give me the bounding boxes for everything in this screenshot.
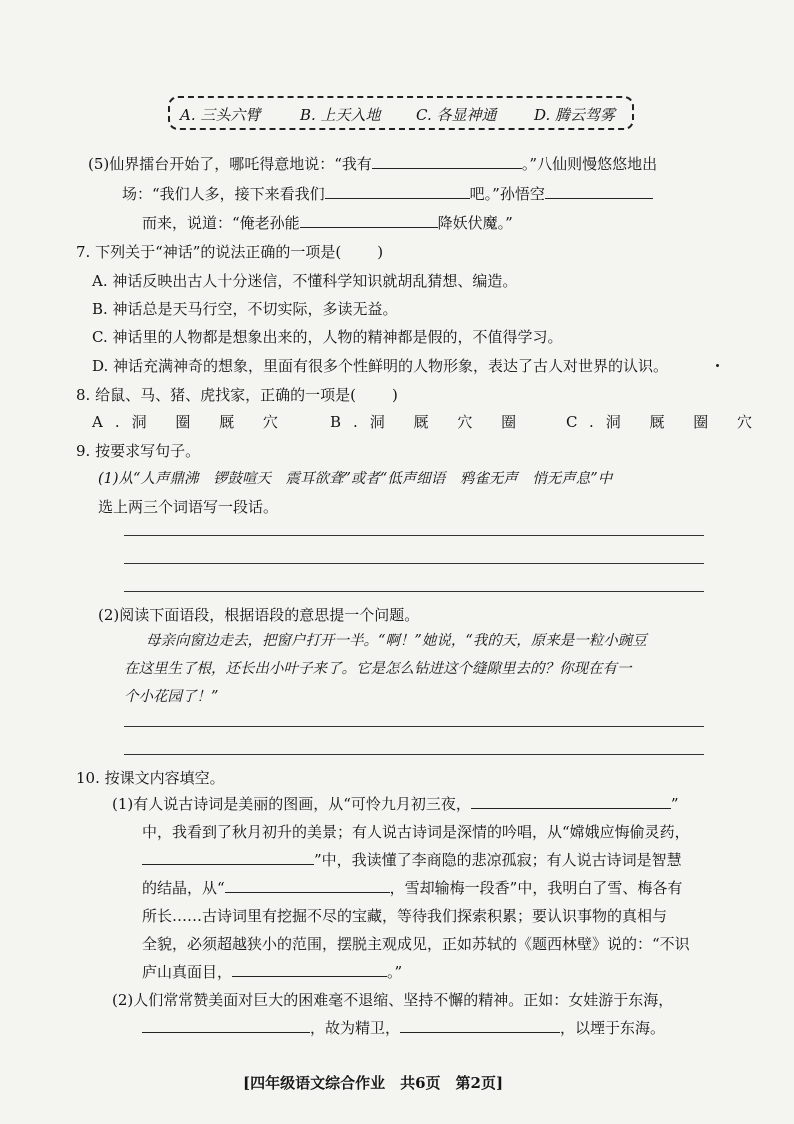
blank-q10-3[interactable] <box>225 878 390 893</box>
blank-q6-3[interactable] <box>545 184 653 199</box>
q9-p1-answer-line-1[interactable] <box>124 535 704 536</box>
q9-p2-text-line2: 在这里生了根，还长出小叶子来了。它是怎么钻进这个缝隙里去的？你现在有一 <box>124 661 632 677</box>
q10-p1-line7-b: 。” <box>387 963 403 981</box>
blank-q10-2[interactable] <box>142 850 314 865</box>
q10-p1-line1 <box>112 794 679 814</box>
q9-p2-answer-line-1[interactable] <box>124 726 704 727</box>
q7-option-a[interactable]: A. 神话反映出古人十分迷信，不懂科学知识就胡乱猜想、编造。 <box>92 272 518 290</box>
blank-q10-4[interactable] <box>232 962 387 977</box>
q6-option-b[interactable]: B. 上天入地 <box>300 106 381 124</box>
q10-p1-line1-a: (1)有人说古诗词是美丽的图画，从“可怜九月初三夜， <box>112 795 471 813</box>
q6-p5-line2-a: 场：“我们人多，接下来看我们 <box>122 185 325 203</box>
q10-p1-line4-b: ，雪却输梅一段香”中，我明白了雪、梅各有 <box>389 879 683 897</box>
q9-p2-stem: (2)阅读下面语段，根据语段的意思提一个问题。 <box>98 606 420 624</box>
q7-stem <box>76 242 383 262</box>
q9-p2-text-line1: 母亲向窗边走去，把窗户打开一半。“啊！”她说，“我的天，原来是一粒小豌豆 <box>146 633 647 649</box>
q10-p1-line2: 中，我看到了秋月初升的美景；有人说古诗词是深情的吟唱，从“嫦娥应悔偷灵药， <box>142 823 690 841</box>
q10-p1-line6: 全貌，必须超越狭小的范围，摆脱主观成见，正如苏轼的《题西林壁》说的：“不识 <box>142 935 690 953</box>
blank-q6-2[interactable] <box>325 184 470 199</box>
q8-option-a[interactable]: A.洞 圈 厩 穴 <box>92 413 290 431</box>
blank-q10-6[interactable] <box>400 1018 560 1033</box>
q10-p2-line2-b: ，故为精卫， <box>310 1019 401 1037</box>
q9-p1-answer-line-2[interactable] <box>124 563 704 564</box>
q9-p1-line1: (1)从“人声鼎沸 锣鼓喧天 震耳欲聋”或者“低声细语 鸦雀无声 悄无声息”中 <box>98 471 613 487</box>
q10-p1-line4 <box>142 878 682 898</box>
q8-option-c[interactable]: C.洞 厩 圈 穴 <box>566 413 765 431</box>
q10-p1-line7-a: 庐山真面目， <box>142 963 233 981</box>
q9-p1-answer-line-3[interactable] <box>124 591 704 592</box>
q6-p5-line1-b: 。”八仙则慢悠悠地出 <box>521 155 658 173</box>
q8-stem-end: ) <box>391 386 398 404</box>
q6-p5-line1 <box>88 154 657 174</box>
q10-p2-line1: (2)人们常常赞美面对巨大的困难毫不退缩、坚持不懈的精神。正如：女娃游于东海， <box>112 991 674 1009</box>
q6-option-a[interactable]: A. 三头六臂 <box>180 106 261 124</box>
blank-q10-5[interactable] <box>142 1018 310 1033</box>
q6-p5-line3-a: 而来，说道：“俺老孙能 <box>142 214 300 232</box>
q9-stem: 9. 按要求写句子。 <box>76 442 201 460</box>
q8-stem <box>76 385 398 405</box>
q6-p5-line3-b: 降妖伏魔。” <box>437 214 513 232</box>
q6-p5-line3 <box>142 213 513 233</box>
q10-p1-line5: 所长……古诗词里有挖掘不尽的宝藏，等待我们探索积累；要认识事物的真相与 <box>142 907 668 925</box>
q6-p5-line1-a: (5)仙界擂台开始了，哪吒得意地说：“我有 <box>88 155 372 173</box>
q7-option-c[interactable]: C. 神话里的人物都是想象出来的，人物的精神都是假的，不值得学习。 <box>92 328 563 346</box>
q10-p2-line2 <box>142 1018 665 1038</box>
q6-options-box <box>168 96 634 130</box>
q6-option-d[interactable]: D. 腾云驾雾 <box>534 106 616 124</box>
q6-p5-line2-b: 吧。”孙悟空 <box>469 185 545 203</box>
q6-p5-line2 <box>122 184 653 204</box>
q9-p1-line2: 选上两三个词语写一段话。 <box>98 498 279 516</box>
q9-p2-answer-line-2[interactable] <box>124 754 704 755</box>
print-speck <box>716 364 719 367</box>
q6-option-c[interactable]: C. 各显神通 <box>416 106 497 124</box>
q10-p1-line3 <box>142 850 682 870</box>
q7-option-b[interactable]: B. 神话总是天马行空，不切实际，多读无益。 <box>92 300 398 318</box>
blank-q6-1[interactable] <box>372 154 522 169</box>
q7-stem-end: ) <box>377 243 384 261</box>
q10-p2-line2-d: ，以堙于东海。 <box>560 1019 666 1037</box>
q10-p1-line1-b: ” <box>670 795 679 813</box>
q8-stem-text: 8. 给鼠、马、猪、虎找家，正确的一项是( <box>76 386 356 404</box>
blank-q10-1[interactable] <box>471 794 671 809</box>
q8-option-b[interactable]: B.洞 厩 穴 圈 <box>330 413 529 431</box>
blank-q6-4[interactable] <box>300 213 438 228</box>
q9-p2-text-line3: 个小花园了！” <box>124 689 219 705</box>
q10-p1-line7 <box>142 962 402 982</box>
q10-p1-line4-a: 的结晶，从“ <box>142 879 225 897</box>
q7-stem-text: 7. 下列关于“神话”的说法正确的一项是( <box>76 243 342 261</box>
q10-stem: 10. 按课文内容填空。 <box>76 769 225 787</box>
page-footer: [四年级语文综合作业 共6页 第2页] <box>243 1074 504 1092</box>
q7-option-d[interactable]: D. 神话充满神奇的想象，里面有很多个性鲜明的人物形象，表达了古人对世界的认识。 <box>92 357 669 375</box>
q10-p1-line3-b: ”中，我读懂了李商隐的悲凉孤寂；有人说古诗词是智慧 <box>314 851 682 869</box>
